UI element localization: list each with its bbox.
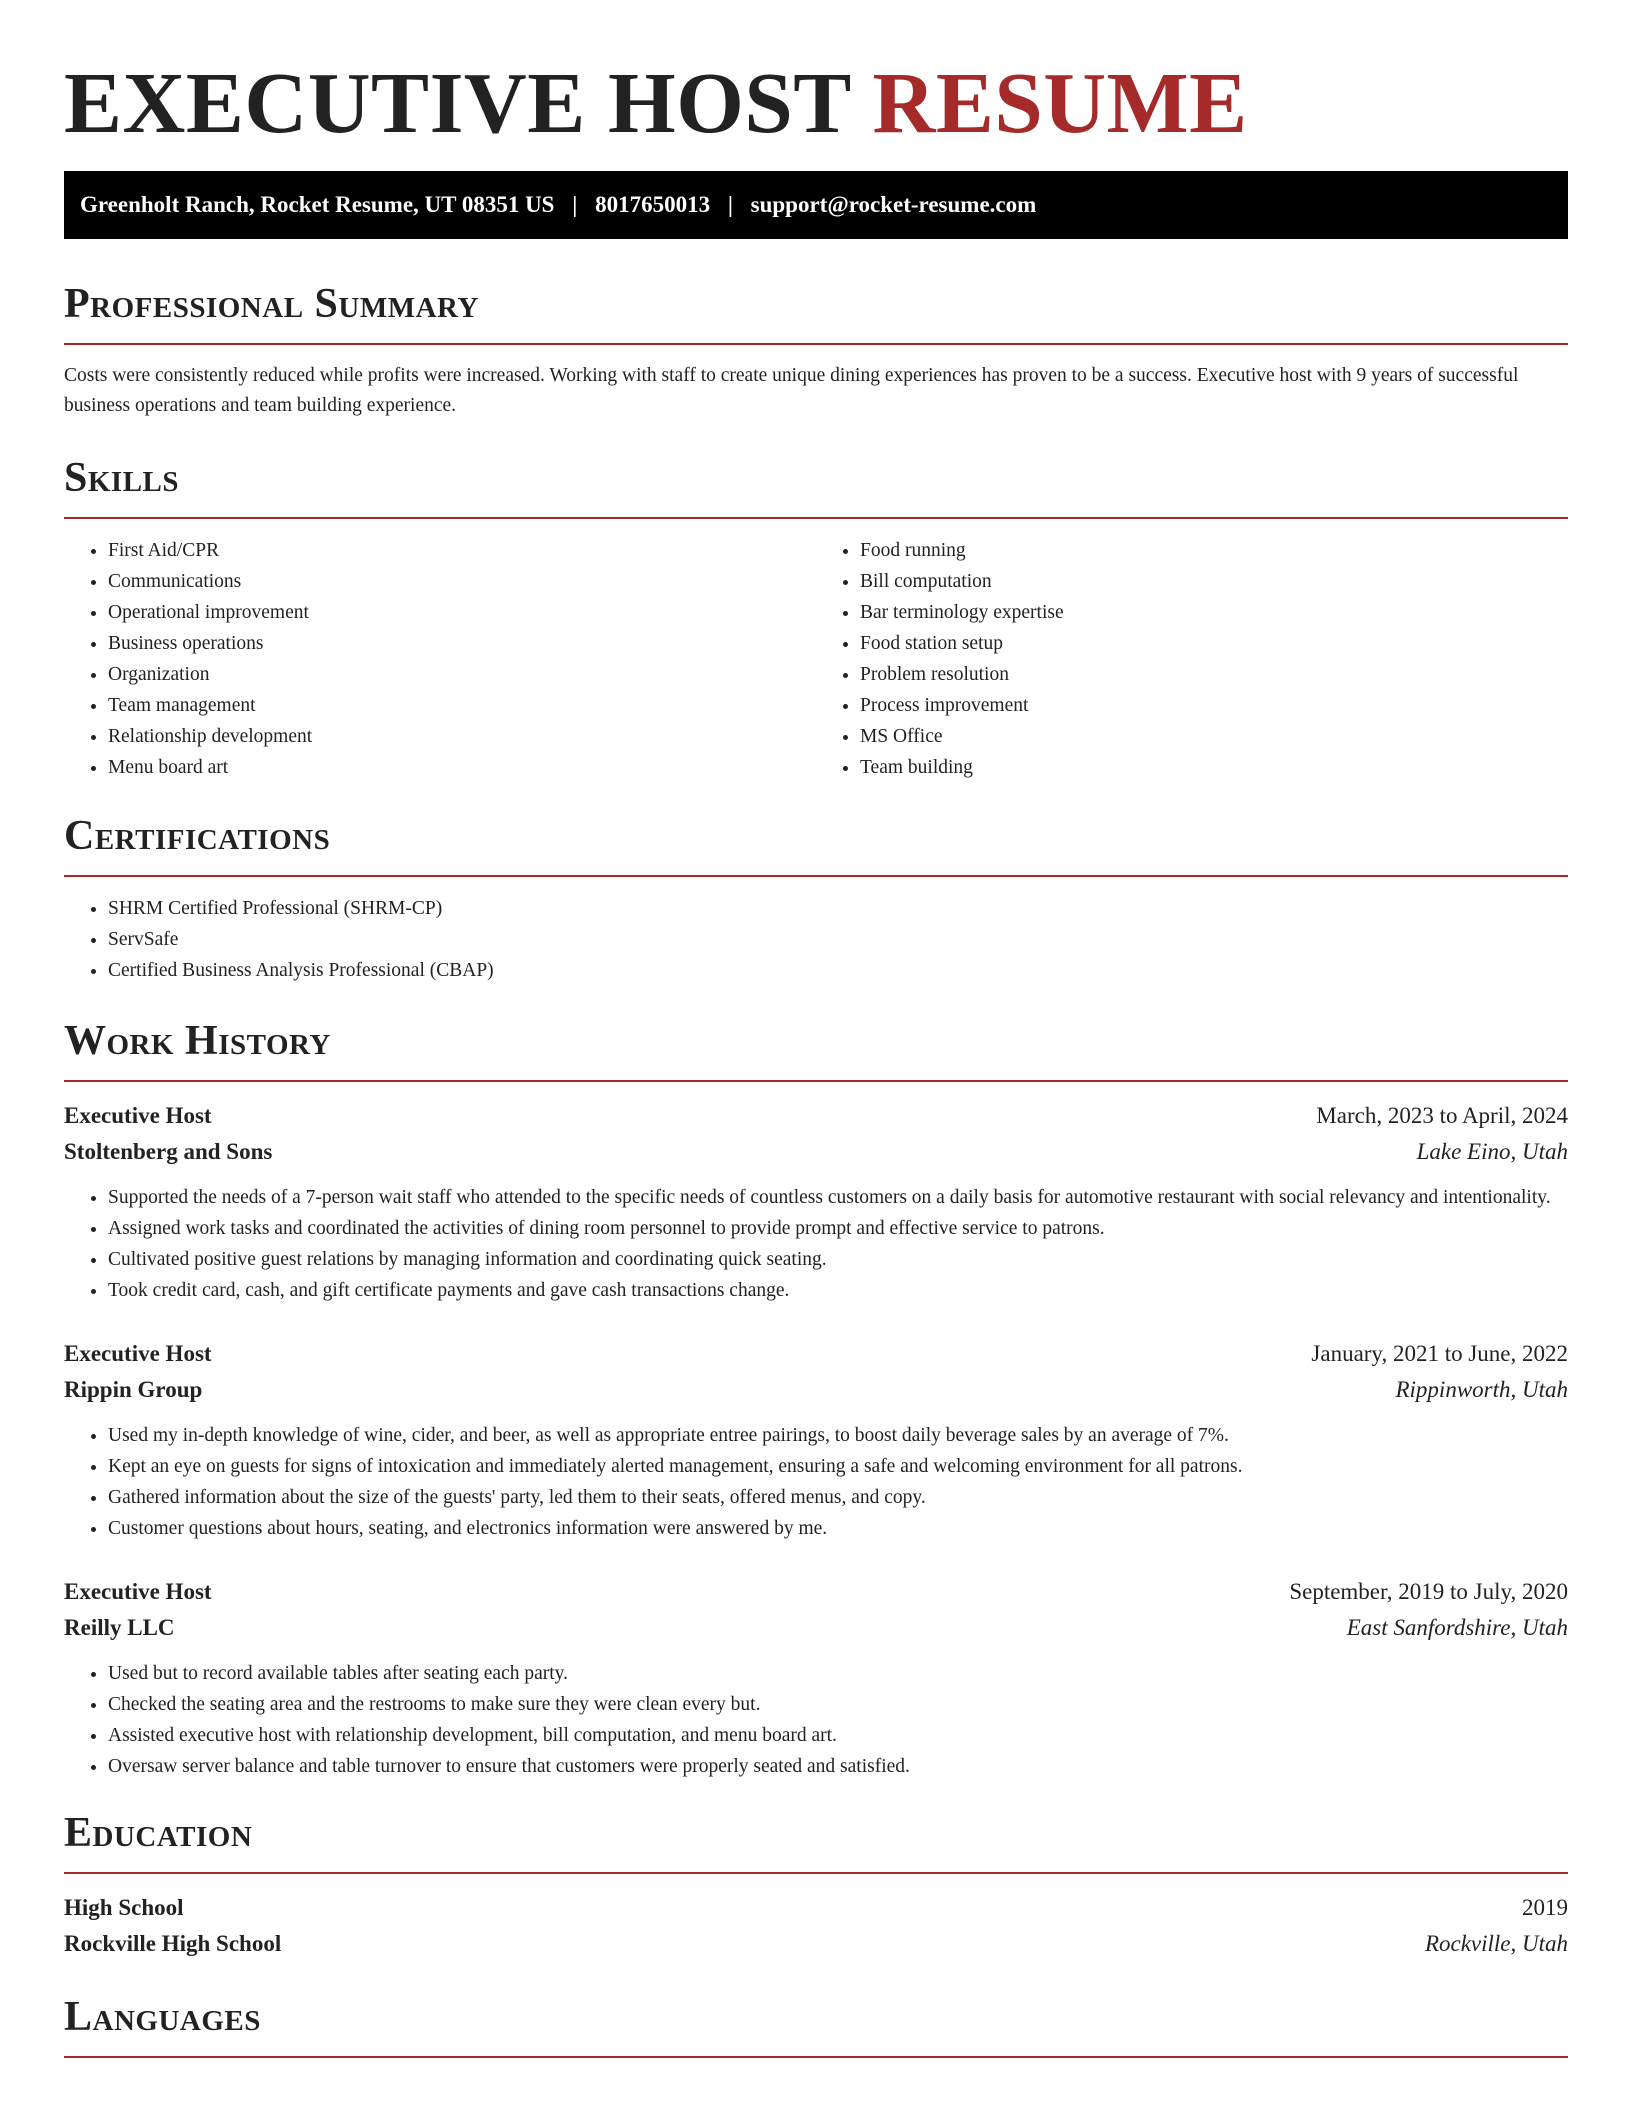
job-location: Rippinworth, Utah <box>1395 1377 1568 1402</box>
job-subheader <box>64 1134 1568 1170</box>
job-dates: January, 2021 to June, 2022 <box>1311 1341 1568 1366</box>
skill-item: • Menu board art <box>108 752 816 783</box>
section-divider <box>64 1872 1568 1874</box>
job-bullets <box>64 1420 1568 1544</box>
section-divider <box>64 517 1568 519</box>
job-header <box>64 1574 1568 1610</box>
section-divider <box>64 2056 1568 2058</box>
job-dates: September, 2019 to July, 2020 <box>1289 1579 1568 1604</box>
education-school: Rockville High School <box>64 1931 282 1956</box>
section-divider <box>64 1080 1568 1082</box>
section-title-work-history: Work History <box>64 1018 331 1064</box>
skill-item: • Food station setup <box>860 628 1568 659</box>
job-subheader <box>64 1610 1568 1646</box>
section-divider <box>64 875 1568 877</box>
section-divider <box>64 343 1568 345</box>
section-title-certifications: Certifications <box>64 813 331 859</box>
job-bullet: • Cultivated positive guest relations by managing information and coordinating quick seating. <box>108 1244 1568 1275</box>
job-company: Stoltenberg and Sons <box>64 1139 273 1164</box>
job-location: Lake Eino, Utah <box>1416 1139 1568 1164</box>
job-header <box>64 1098 1568 1134</box>
contact-bar <box>64 171 1568 239</box>
job-bullet: • Kept an eye on guests for signs of intoxication and immediately alerted management, ensuring a safe and welcoming environment for all patrons. <box>108 1451 1568 1482</box>
contact-address: Greenholt Ranch, Rocket Resume, UT 08351 US <box>80 192 555 217</box>
contact-email: support@rocket-resume.com <box>750 192 1037 217</box>
job-bullet: • Took credit card, cash, and gift certificate payments and gave cash transactions change. <box>108 1275 1568 1306</box>
skill-item: • Operational improvement <box>108 597 816 628</box>
certification-item: • Certified Business Analysis Professional (CBAP) <box>108 955 1568 986</box>
education-subheader <box>64 1926 1568 1962</box>
job-role: Executive Host <box>64 1579 212 1604</box>
education-location: Rockville, Utah <box>1424 1931 1568 1956</box>
summary-section <box>64 279 1568 421</box>
contact-separator: | <box>727 192 733 217</box>
skill-item: • Relationship development <box>108 721 816 752</box>
work-history-section <box>64 1016 1568 1782</box>
job-bullet: • Oversaw server balance and table turnover to ensure that customers were properly seated and satisfied. <box>108 1751 1568 1782</box>
resume-title <box>64 55 1568 151</box>
education-degree: High School <box>64 1895 184 1920</box>
certification-item: • SHRM Certified Professional (SHRM-CP) <box>108 893 1568 924</box>
skill-item: • Business operations <box>108 628 816 659</box>
job-bullet: • Gathered information about the size of the guests' party, led them to their seats, offered menus, and copy. <box>108 1482 1568 1513</box>
job-bullet: • Customer questions about hours, seating, and electronics information were answered by me. <box>108 1513 1568 1544</box>
languages-section <box>64 1992 1568 2058</box>
job-entry <box>64 1336 1568 1544</box>
job-bullet: • Used but to record available tables after seating each party. <box>108 1658 1568 1689</box>
skill-item: • Food running <box>860 535 1568 566</box>
skills-list-right <box>816 535 1568 783</box>
job-bullet: • Checked the seating area and the restrooms to make sure they were clean every but. <box>108 1689 1568 1720</box>
education-year: 2019 <box>1522 1895 1568 1920</box>
job-company: Reilly LLC <box>64 1615 175 1640</box>
job-bullet: • Supported the needs of a 7-person wait staff who attended to the specific needs of countless customers on a daily basis for automotive restaurant with social relevancy and intentionality. <box>108 1182 1568 1213</box>
job-entry <box>64 1574 1568 1782</box>
section-title-languages: Languages <box>64 1994 261 2040</box>
skill-item: • Organization <box>108 659 816 690</box>
certifications-list <box>64 893 1568 986</box>
job-bullet: • Assigned work tasks and coordinated the activities of dining room personnel to provide prompt and effective service to patrons. <box>108 1213 1568 1244</box>
education-entry <box>64 1890 1568 1962</box>
job-role: Executive Host <box>64 1341 212 1366</box>
job-company: Rippin Group <box>64 1377 203 1402</box>
skill-item: • Bar terminology expertise <box>860 597 1568 628</box>
job-role: Executive Host <box>64 1103 212 1128</box>
job-bullets <box>64 1658 1568 1782</box>
title-accent: RESUME <box>872 54 1248 151</box>
job-bullet: • Used my in-depth knowledge of wine, cider, and beer, as well as appropriate entree pairings, to boost daily beverage sales by an average of 7%. <box>108 1420 1568 1451</box>
skill-item: • Problem resolution <box>860 659 1568 690</box>
contact-phone: 8017650013 <box>595 192 711 217</box>
section-title-skills: Skills <box>64 455 180 501</box>
resume-content <box>64 55 1568 2058</box>
skill-item: • Process improvement <box>860 690 1568 721</box>
job-entry <box>64 1098 1568 1306</box>
skills-columns <box>64 535 1568 783</box>
skill-item: • Communications <box>108 566 816 597</box>
job-dates: March, 2023 to April, 2024 <box>1316 1103 1568 1128</box>
summary-text: Costs were consistently reduced while profits were increased. Working with staff to create unique dining experiences has proven to be a success. Executive host with 9 years of successful business operations and team building experience. <box>64 365 1519 416</box>
certification-item: • ServSafe <box>108 924 1568 955</box>
skill-item: • First Aid/CPR <box>108 535 816 566</box>
skill-item: • Team building <box>860 752 1568 783</box>
skill-item: • MS Office <box>860 721 1568 752</box>
job-bullets <box>64 1182 1568 1306</box>
skill-item: • Team management <box>108 690 816 721</box>
skills-list-left <box>64 535 816 783</box>
job-header <box>64 1336 1568 1372</box>
education-section <box>64 1808 1568 1962</box>
title-main: EXECUTIVE HOST <box>64 54 851 151</box>
job-subheader <box>64 1372 1568 1408</box>
section-title-summary: Professional Summary <box>64 281 479 327</box>
skill-item: • Bill computation <box>860 566 1568 597</box>
skills-section <box>64 453 1568 783</box>
job-bullet: • Assisted executive host with relationship development, bill computation, and menu board art. <box>108 1720 1568 1751</box>
job-location: East Sanfordshire, Utah <box>1346 1615 1568 1640</box>
education-header <box>64 1890 1568 1926</box>
certifications-section <box>64 811 1568 986</box>
contact-separator: | <box>572 192 578 217</box>
section-title-education: Education <box>64 1810 253 1856</box>
